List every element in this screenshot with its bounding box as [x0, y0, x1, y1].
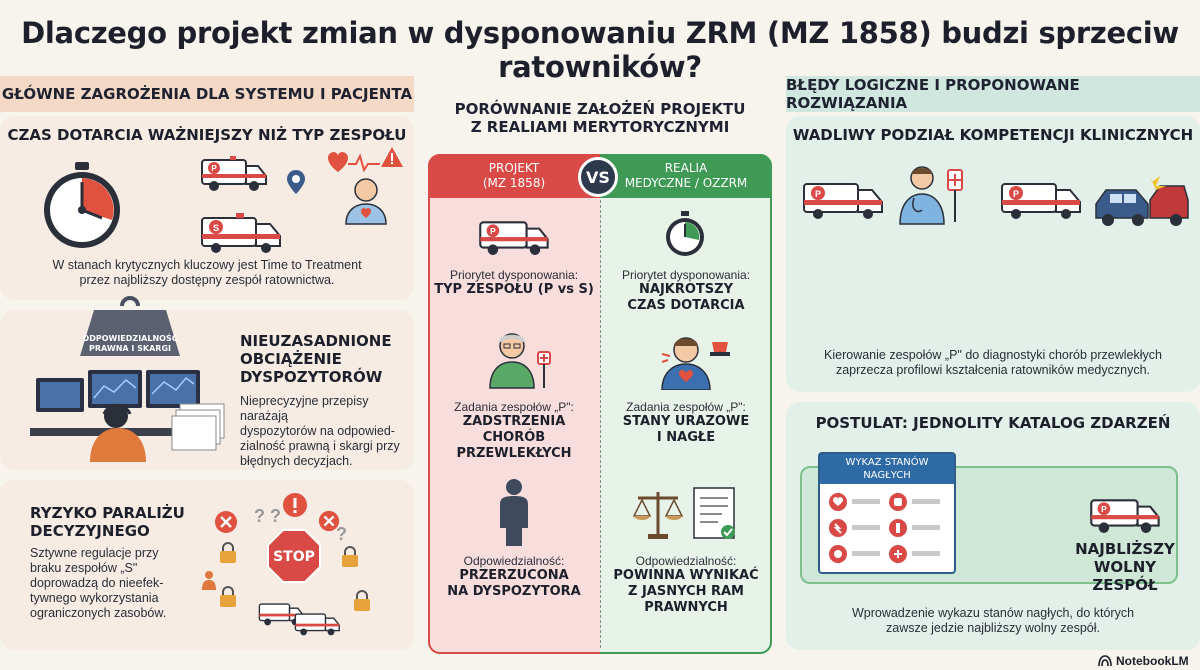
text-line: (MZ 1858): [482, 176, 546, 190]
car-crash-icon: [1092, 170, 1190, 228]
padlock-icon: [352, 590, 372, 612]
cell-value: PRZERZUCONA: [459, 568, 569, 583]
card-title: [30, 504, 200, 540]
card-competence-split: [786, 116, 1200, 392]
weight-label: [82, 334, 178, 354]
project-tasks: [430, 400, 598, 462]
notebooklm-logo-icon: [1098, 655, 1112, 667]
reality-header: [600, 154, 772, 198]
text-line: DYSPOZYTORÓW: [240, 368, 383, 386]
list-item: [829, 545, 880, 563]
person-icon: [200, 570, 218, 590]
cell-label: Odpowiedzialność:: [463, 554, 565, 568]
heartbeat-icon: [326, 150, 382, 176]
cell-label: Zadania zespołów „P":: [626, 400, 746, 414]
injured-patient-icon: [652, 332, 732, 390]
text-line: Sztywne regulacje przy: [30, 546, 159, 560]
ambulance-letter: P: [814, 189, 822, 199]
list-item: [889, 545, 940, 563]
dispatcher-icon: [30, 364, 240, 464]
stop-sign-icon: [266, 528, 322, 584]
text-line: Nieprecyzyjne przepisy narażają: [240, 394, 369, 423]
text-line: NAGŁYCH: [863, 470, 911, 481]
column-divider: [600, 200, 601, 648]
cell-value: Z JASNYCH RAM: [628, 584, 744, 599]
card-text: [786, 606, 1200, 636]
stopwatch-icon: [40, 160, 124, 250]
text-line: OBCIĄŻENIE: [240, 350, 342, 368]
alert-icon: [282, 492, 308, 518]
text-line: ograniczonych zasobów.: [30, 606, 167, 620]
ambulance-p-icon: [478, 216, 552, 256]
padlock-icon: [218, 586, 238, 608]
reality-responsibility: [602, 554, 770, 616]
text-line: PRAWNA I SKARGI: [89, 344, 171, 353]
comparison-title: [424, 100, 776, 136]
emergency-list-document: [818, 452, 956, 574]
text-line: zaprzecza profilowi kształcenia ratowników medycznych.: [835, 363, 1150, 377]
text-line: zialność prawną i skargi przy: [240, 439, 400, 453]
cell-value: CZAS DOTARCIA: [627, 298, 745, 313]
cell-value: POWINNA WYNIKAĆ: [613, 568, 759, 583]
text-line: WOLNY ZESPÓŁ: [1092, 558, 1158, 594]
text-line: W stanach krytycznych kluczowy jest Time to Treatment: [52, 258, 362, 272]
brand-badge: [1098, 654, 1189, 668]
text-line: ODPOWIEDZIALNOŚĆ: [82, 334, 178, 343]
question-mark-icon: ? ?: [254, 506, 281, 526]
ambulance-p-icon: [802, 176, 888, 220]
text-line: zawsze jedzie najbliższy wolny zespół.: [886, 621, 1100, 635]
text-line: doprowadzą do nieefek-: [30, 576, 164, 590]
warning-icon: [380, 146, 404, 168]
cell-label: Priorytet dysponowania:: [449, 268, 579, 282]
text-line: Z REALIAMI MERYTORYCZNYMI: [470, 118, 730, 136]
error-icon: [214, 510, 238, 534]
cell-value: I NAGŁE: [656, 430, 716, 445]
ambulance-p-icon: [1000, 176, 1086, 220]
ambulance-letter: P: [1101, 503, 1107, 514]
cell-value: STANY URAZOWE: [622, 414, 750, 429]
stopwatch-icon: [664, 210, 706, 258]
text-line: PROJEKT: [488, 161, 540, 175]
card-text: [786, 348, 1200, 378]
ambulance-letter: P: [490, 225, 496, 236]
card-arrival-time: [0, 116, 414, 300]
list-item: [889, 493, 940, 511]
cell-value: PRZEWLEKŁYCH: [456, 446, 572, 461]
text-line: DECYZYJNEGO: [30, 522, 150, 540]
card-title: POSTULAT: JEDNOLITY KATALOG ZDARZEŃ: [815, 414, 1171, 432]
ambulance-letter: S: [212, 223, 220, 233]
cell-value: NAJKROTSZY: [639, 282, 733, 297]
card-title: [240, 332, 410, 386]
padlock-icon: [340, 546, 360, 568]
text-line: RYZYKO PARALIŻU: [30, 504, 185, 522]
right-section-heading: BŁĘDY LOGICZNE I PROPONOWANE ROZWIĄZANIA: [786, 76, 1200, 112]
card-decision-paralysis: [0, 480, 414, 650]
padlock-icon: [218, 542, 238, 564]
patient-icon: [342, 174, 390, 226]
reality-priority: [602, 268, 770, 314]
vs-badge: VS: [578, 157, 618, 197]
cell-value: PRAWNYCH: [644, 600, 728, 615]
card-dispatcher-burden: [0, 310, 414, 470]
list-item: [829, 493, 880, 511]
ambulance-letter: P: [211, 164, 217, 173]
cell-value: ZADSTRZENIA CHORÓB: [462, 414, 566, 445]
card-title: WADLIWY PODZIAŁ KOMPETENCJI KLINICZNYCH: [792, 126, 1194, 144]
text-line: REALIA: [664, 161, 708, 175]
card-title: CZAS DOTARCIA WAŻNIEJSZY NIŻ TYP ZESPOŁU: [7, 126, 407, 144]
question-mark-icon: ?: [336, 524, 347, 544]
text-line: NIEUZASADNIONE: [240, 332, 392, 350]
card-text: [0, 258, 414, 288]
location-pin-icon: [286, 168, 306, 196]
ambulance-p-icon: [1088, 494, 1164, 534]
text-line: Kierowanie zespołów „P" do diagnostyki chorób przewlekłych: [824, 348, 1162, 362]
text-line: PORÓWNANIE ZAŁOŻEŃ PROJEKTU: [454, 100, 746, 118]
elderly-patient-icon: [486, 330, 552, 390]
cell-label: Odpowiedzialność:: [635, 554, 737, 568]
project-responsibility: [430, 554, 598, 600]
dispatcher-figure-icon: [494, 478, 534, 548]
page-title: Dlaczego projekt zmian w dysponowaniu ZRM (MZ 1858) budzi sprzeciw ratowników?: [21, 16, 1179, 84]
ambulance-p-icon: [200, 154, 270, 192]
nearest-team-label: [1060, 540, 1190, 594]
reality-tasks: [602, 400, 770, 446]
ambulance-letter: P: [1012, 189, 1020, 199]
list-item: [829, 519, 880, 537]
scales-of-justice-icon: [632, 486, 742, 542]
card-text: [30, 546, 210, 621]
cell-value: NA DYSPOZYTORA: [447, 584, 581, 599]
doctor-icon: [896, 164, 966, 226]
list-item: [889, 519, 940, 537]
cell-label: Priorytet dysponowania:: [621, 268, 751, 282]
cell-value: TYP ZESPOŁU (P vs S): [434, 282, 594, 297]
cell-label: Zadania zespołów „P":: [454, 400, 574, 414]
ambulance-icon: [294, 608, 342, 638]
text-line: WYKAZ STANÓW: [845, 457, 929, 468]
text-line: NAJBLIŻSZY: [1075, 540, 1175, 558]
text-line: Wprowadzenie wykazu stanów nagłych, do których: [851, 606, 1135, 620]
text-line: tywnego wykorzystania: [30, 591, 159, 605]
text-line: braku zespołów „S": [30, 561, 138, 575]
ambulance-s-icon: [200, 210, 286, 254]
text-line: dyspozytorów na odpowied-: [240, 424, 395, 438]
brand-label: NotebookLM: [1116, 654, 1189, 668]
project-header: [428, 154, 600, 198]
text-line: MEDYCZNE / OZZRM: [624, 176, 748, 190]
card-text: [240, 394, 410, 469]
left-section-heading: GŁÓWNE ZAGROŻENIA DLA SYSTEMU I PACJENTA: [0, 76, 414, 112]
text-line: błędnych decyzjach.: [240, 454, 353, 468]
emergency-list-items: [828, 492, 946, 568]
project-priority: [430, 268, 598, 298]
doc-header: [820, 454, 954, 484]
text-line: przez najbliższy dostępny zespół ratownictwa.: [79, 273, 335, 287]
stop-label: STOP: [273, 549, 315, 565]
